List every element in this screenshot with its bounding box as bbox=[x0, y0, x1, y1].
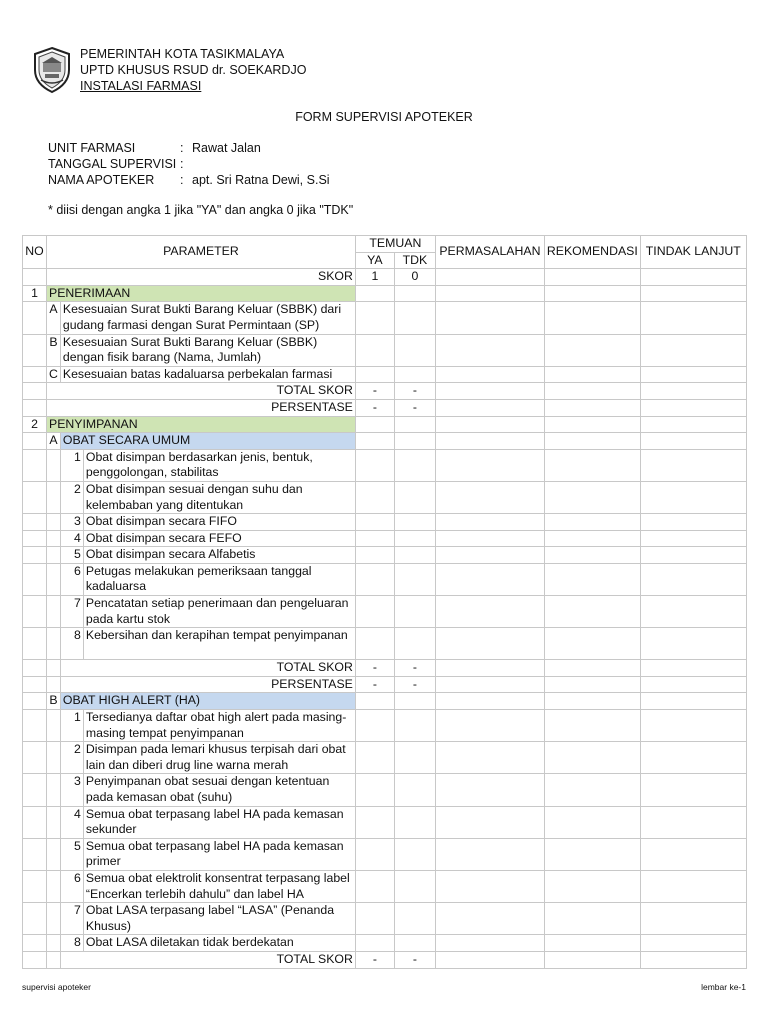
permasalahan-cell[interactable] bbox=[435, 903, 544, 935]
ya-cell[interactable] bbox=[355, 935, 394, 952]
tindak-lanjut-cell[interactable] bbox=[640, 481, 746, 513]
total-ya: - bbox=[355, 660, 394, 677]
rekomendasi-cell[interactable] bbox=[544, 547, 640, 564]
tdk-cell[interactable] bbox=[394, 596, 435, 628]
subsection-code: A bbox=[47, 433, 61, 450]
table-row bbox=[23, 774, 747, 806]
footer-left: supervisi apoteker bbox=[22, 982, 91, 992]
rekomendasi-cell[interactable] bbox=[544, 935, 640, 952]
header-hospital: UPTD KHUSUS RSUD dr. SOEKARDJO bbox=[80, 63, 307, 77]
tdk-cell[interactable] bbox=[394, 481, 435, 513]
table-row bbox=[23, 449, 747, 481]
table-row bbox=[23, 596, 747, 628]
permasalahan-cell[interactable] bbox=[435, 563, 544, 595]
ya-cell[interactable] bbox=[355, 870, 394, 902]
persentase-label: PERSENTASE bbox=[60, 676, 355, 693]
item-number: 8 bbox=[60, 628, 83, 660]
ya-cell[interactable] bbox=[355, 481, 394, 513]
item-text: Pencatatan setiap penerimaan dan pengeluaran pada kartu stok bbox=[83, 596, 355, 628]
tdk-cell[interactable] bbox=[394, 563, 435, 595]
table-row bbox=[23, 302, 747, 334]
tdk-cell[interactable] bbox=[394, 366, 435, 383]
permasalahan-cell[interactable] bbox=[435, 774, 544, 806]
table-row bbox=[23, 481, 747, 513]
tdk-cell[interactable] bbox=[394, 838, 435, 870]
table-row bbox=[23, 514, 747, 531]
ya-cell[interactable] bbox=[355, 628, 394, 660]
item-number: 2 bbox=[60, 481, 83, 513]
item-text: Obat LASA diletakan tidak berdekatan bbox=[83, 935, 355, 952]
ya-cell[interactable] bbox=[355, 366, 394, 383]
permasalahan-cell[interactable] bbox=[435, 596, 544, 628]
tindak-lanjut-cell[interactable] bbox=[640, 334, 746, 366]
table-row bbox=[23, 563, 747, 595]
section-title-penerimaan: PENERIMAAN bbox=[47, 285, 356, 302]
item-number: 2 bbox=[60, 742, 83, 774]
section-title-penyimpanan: PENYIMPANAN bbox=[47, 416, 356, 433]
item-text: Kesesuaian Surat Bukti Barang Keluar (SBBK) dari gudang farmasi dengan Surat Permintaan (SP) bbox=[60, 302, 355, 334]
item-text: Semua obat terpasang label HA pada kemasan sekunder bbox=[83, 806, 355, 838]
info-nama-label: NAMA APOTEKER bbox=[48, 173, 155, 187]
rekomendasi-cell[interactable] bbox=[544, 563, 640, 595]
tindak-lanjut-cell[interactable] bbox=[640, 774, 746, 806]
tindak-lanjut-cell[interactable] bbox=[640, 628, 746, 660]
table-row bbox=[23, 366, 747, 383]
skor-ya: 1 bbox=[355, 269, 394, 286]
tindak-lanjut-cell[interactable] bbox=[640, 514, 746, 531]
header-government: PEMERINTAH KOTA TASIKMALAYA bbox=[80, 47, 285, 61]
tindak-lanjut-cell[interactable] bbox=[640, 935, 746, 952]
footer-right: lembar ke-1 bbox=[701, 982, 746, 992]
tdk-cell[interactable] bbox=[394, 935, 435, 952]
table-row bbox=[23, 334, 747, 366]
item-code: B bbox=[47, 334, 61, 366]
item-number: 4 bbox=[60, 806, 83, 838]
table-row bbox=[23, 935, 747, 952]
item-number: 1 bbox=[60, 710, 83, 742]
rekomendasi-cell[interactable] bbox=[544, 742, 640, 774]
section-number: 1 bbox=[23, 285, 47, 302]
rekomendasi-cell[interactable] bbox=[544, 481, 640, 513]
table-row bbox=[23, 628, 747, 660]
tdk-cell[interactable] bbox=[394, 628, 435, 660]
persentase-ya: - bbox=[355, 399, 394, 416]
permasalahan-cell[interactable] bbox=[435, 547, 544, 564]
item-text: Obat disimpan secara Alfabetis bbox=[83, 547, 355, 564]
item-number: 1 bbox=[60, 449, 83, 481]
ya-cell[interactable] bbox=[355, 903, 394, 935]
item-text: Kesesuaian batas kadaluarsa perbekalan farmasi bbox=[60, 366, 355, 383]
rekomendasi-cell[interactable] bbox=[544, 302, 640, 334]
permasalahan-cell[interactable] bbox=[435, 481, 544, 513]
persentase-tdk: - bbox=[394, 399, 435, 416]
info-sep: : bbox=[180, 173, 184, 187]
table-row bbox=[23, 838, 747, 870]
permasalahan-cell[interactable] bbox=[435, 449, 544, 481]
tindak-lanjut-cell[interactable] bbox=[640, 806, 746, 838]
item-number: 8 bbox=[60, 935, 83, 952]
total-tdk: - bbox=[394, 383, 435, 400]
total-skor-label: TOTAL SKOR bbox=[60, 951, 355, 968]
info-unit-label: UNIT FARMASI bbox=[48, 141, 136, 155]
table-row bbox=[23, 547, 747, 564]
item-text: Semua obat elektrolit konsentrat terpasang label “Encerkan terlebih dahulu” dan label HA bbox=[83, 870, 355, 902]
tindak-lanjut-cell[interactable] bbox=[640, 302, 746, 334]
subsection-title-umum: OBAT SECARA UMUM bbox=[60, 433, 355, 450]
ya-cell[interactable] bbox=[355, 596, 394, 628]
tdk-cell[interactable] bbox=[394, 547, 435, 564]
tindak-lanjut-cell[interactable] bbox=[640, 547, 746, 564]
total-tdk: - bbox=[394, 660, 435, 677]
item-number: 3 bbox=[60, 774, 83, 806]
info-tanggal bbox=[48, 156, 192, 172]
table-row bbox=[23, 870, 747, 902]
rekomendasi-cell[interactable] bbox=[544, 514, 640, 531]
item-text: Obat LASA terpasang label “LASA” (Penanda Khusus) bbox=[83, 903, 355, 935]
ya-cell[interactable] bbox=[355, 530, 394, 547]
col-permasalahan-header: PERMASALAHAN bbox=[435, 236, 544, 269]
col-tdk-header: TDK bbox=[394, 252, 435, 269]
total-skor-label: TOTAL SKOR bbox=[47, 383, 356, 400]
item-text: Kesesuaian Surat Bukti Barang Keluar (SBBK) dengan fisik barang (Nama, Jumlah) bbox=[60, 334, 355, 366]
rekomendasi-cell[interactable] bbox=[544, 628, 640, 660]
tindak-lanjut-cell[interactable] bbox=[640, 742, 746, 774]
info-sep: : bbox=[180, 157, 184, 171]
rekomendasi-cell[interactable] bbox=[544, 870, 640, 902]
item-text: Obat disimpan secara FEFO bbox=[83, 530, 355, 547]
tindak-lanjut-cell[interactable] bbox=[640, 563, 746, 595]
item-number: 5 bbox=[60, 838, 83, 870]
rekomendasi-cell[interactable] bbox=[544, 449, 640, 481]
header-department: INSTALASI FARMASI bbox=[80, 79, 202, 93]
ya-cell[interactable] bbox=[355, 334, 394, 366]
permasalahan-cell[interactable] bbox=[435, 628, 544, 660]
tdk-cell[interactable] bbox=[394, 742, 435, 774]
persentase-tdk: - bbox=[394, 676, 435, 693]
item-number: 5 bbox=[60, 547, 83, 564]
permasalahan-cell[interactable] bbox=[435, 514, 544, 531]
tdk-cell[interactable] bbox=[394, 530, 435, 547]
permasalahan-cell[interactable] bbox=[435, 806, 544, 838]
item-code: C bbox=[47, 366, 61, 383]
col-no-header: NO bbox=[23, 236, 47, 269]
permasalahan-cell[interactable] bbox=[435, 742, 544, 774]
item-text: Obat disimpan secara FIFO bbox=[83, 514, 355, 531]
ya-cell[interactable] bbox=[355, 449, 394, 481]
table-row bbox=[23, 806, 747, 838]
tdk-cell[interactable] bbox=[394, 806, 435, 838]
item-number: 7 bbox=[60, 903, 83, 935]
col-rekomendasi-header: REKOMENDASI bbox=[544, 236, 640, 269]
ya-cell[interactable] bbox=[355, 774, 394, 806]
rekomendasi-cell[interactable] bbox=[544, 903, 640, 935]
item-number: 7 bbox=[60, 596, 83, 628]
instruction-note: * diisi dengan angka 1 jika "YA" dan angka 0 jika "TDK" bbox=[48, 203, 354, 217]
table-row bbox=[23, 530, 747, 547]
section-number: 2 bbox=[23, 416, 47, 433]
skor-label: SKOR bbox=[47, 269, 356, 286]
permasalahan-cell[interactable] bbox=[435, 366, 544, 383]
supervision-table bbox=[22, 235, 747, 969]
total-tdk: - bbox=[394, 951, 435, 968]
rekomendasi-cell[interactable] bbox=[544, 530, 640, 547]
info-unit bbox=[48, 140, 261, 156]
rekomendasi-cell[interactable] bbox=[544, 838, 640, 870]
item-text: Penyimpanan obat sesuai dengan ketentuan pada kemasan obat (suhu) bbox=[83, 774, 355, 806]
tdk-cell[interactable] bbox=[394, 514, 435, 531]
subsection-title-high-alert: OBAT HIGH ALERT (HA) bbox=[60, 693, 355, 710]
persentase-label: PERSENTASE bbox=[47, 399, 356, 416]
col-tindak-lanjut-header: TINDAK LANJUT bbox=[640, 236, 746, 269]
total-ya: - bbox=[355, 383, 394, 400]
tdk-cell[interactable] bbox=[394, 903, 435, 935]
col-parameter-header: PARAMETER bbox=[47, 236, 356, 269]
col-ya-header: YA bbox=[355, 252, 394, 269]
rekomendasi-cell[interactable] bbox=[544, 774, 640, 806]
item-text: Kebersihan dan kerapihan tempat penyimpanan bbox=[83, 628, 355, 660]
info-sep: : bbox=[180, 141, 184, 155]
ya-cell[interactable] bbox=[355, 742, 394, 774]
item-text: Petugas melakukan pemeriksaan tanggal kadaluarsa bbox=[83, 563, 355, 595]
tdk-cell[interactable] bbox=[394, 302, 435, 334]
permasalahan-cell[interactable] bbox=[435, 530, 544, 547]
tdk-cell[interactable] bbox=[394, 774, 435, 806]
rekomendasi-cell[interactable] bbox=[544, 806, 640, 838]
item-code: A bbox=[47, 302, 61, 334]
rekomendasi-cell[interactable] bbox=[544, 710, 640, 742]
skor-tdk: 0 bbox=[394, 269, 435, 286]
ya-cell[interactable] bbox=[355, 710, 394, 742]
form-title: FORM SUPERVISI APOTEKER bbox=[295, 110, 473, 124]
permasalahan-cell[interactable] bbox=[435, 935, 544, 952]
item-number: 3 bbox=[60, 514, 83, 531]
tdk-cell[interactable] bbox=[394, 334, 435, 366]
col-temuan-header: TEMUAN bbox=[355, 236, 435, 253]
item-number: 6 bbox=[60, 563, 83, 595]
table-row bbox=[23, 742, 747, 774]
ya-cell[interactable] bbox=[355, 806, 394, 838]
item-text: Obat disimpan sesuai dengan suhu dan kelembaban yang ditentukan bbox=[83, 481, 355, 513]
total-ya: - bbox=[355, 951, 394, 968]
tindak-lanjut-cell[interactable] bbox=[640, 596, 746, 628]
rekomendasi-cell[interactable] bbox=[544, 366, 640, 383]
permasalahan-cell[interactable] bbox=[435, 710, 544, 742]
rekomendasi-cell[interactable] bbox=[544, 334, 640, 366]
ya-cell[interactable] bbox=[355, 302, 394, 334]
tdk-cell[interactable] bbox=[394, 449, 435, 481]
tdk-cell[interactable] bbox=[394, 710, 435, 742]
ya-cell[interactable] bbox=[355, 514, 394, 531]
ya-cell[interactable] bbox=[355, 838, 394, 870]
total-skor-label: TOTAL SKOR bbox=[60, 660, 355, 677]
item-text: Tersedianya daftar obat high alert pada masing-masing tempat penyimpanan bbox=[83, 710, 355, 742]
persentase-ya: - bbox=[355, 676, 394, 693]
ya-cell[interactable] bbox=[355, 563, 394, 595]
tindak-lanjut-cell[interactable] bbox=[640, 530, 746, 547]
tindak-lanjut-cell[interactable] bbox=[640, 449, 746, 481]
item-number: 4 bbox=[60, 530, 83, 547]
permasalahan-cell[interactable] bbox=[435, 838, 544, 870]
info-nama-value: apt. Sri Ratna Dewi, S.Si bbox=[192, 173, 330, 187]
info-nama bbox=[48, 172, 330, 188]
tdk-cell[interactable] bbox=[394, 870, 435, 902]
tindak-lanjut-cell[interactable] bbox=[640, 870, 746, 902]
item-text: Obat disimpan berdasarkan jenis, bentuk, penggolongan, stabilitas bbox=[83, 449, 355, 481]
subsection-code: B bbox=[47, 693, 61, 710]
tindak-lanjut-cell[interactable] bbox=[640, 838, 746, 870]
item-number: 6 bbox=[60, 870, 83, 902]
table-row bbox=[23, 903, 747, 935]
table-row bbox=[23, 710, 747, 742]
ya-cell[interactable] bbox=[355, 547, 394, 564]
permasalahan-cell[interactable] bbox=[435, 870, 544, 902]
info-tanggal-label: TANGGAL SUPERVISI bbox=[48, 157, 177, 171]
tindak-lanjut-cell[interactable] bbox=[640, 366, 746, 383]
permasalahan-cell[interactable] bbox=[435, 302, 544, 334]
rekomendasi-cell[interactable] bbox=[544, 596, 640, 628]
item-text: Disimpan pada lemari khusus terpisah dari obat lain dan diberi drug line warna merah bbox=[83, 742, 355, 774]
permasalahan-cell[interactable] bbox=[435, 334, 544, 366]
tindak-lanjut-cell[interactable] bbox=[640, 903, 746, 935]
info-unit-value: Rawat Jalan bbox=[192, 141, 261, 155]
item-text: Semua obat terpasang label HA pada kemasan primer bbox=[83, 838, 355, 870]
city-seal-logo bbox=[32, 46, 72, 94]
tindak-lanjut-cell[interactable] bbox=[640, 710, 746, 742]
